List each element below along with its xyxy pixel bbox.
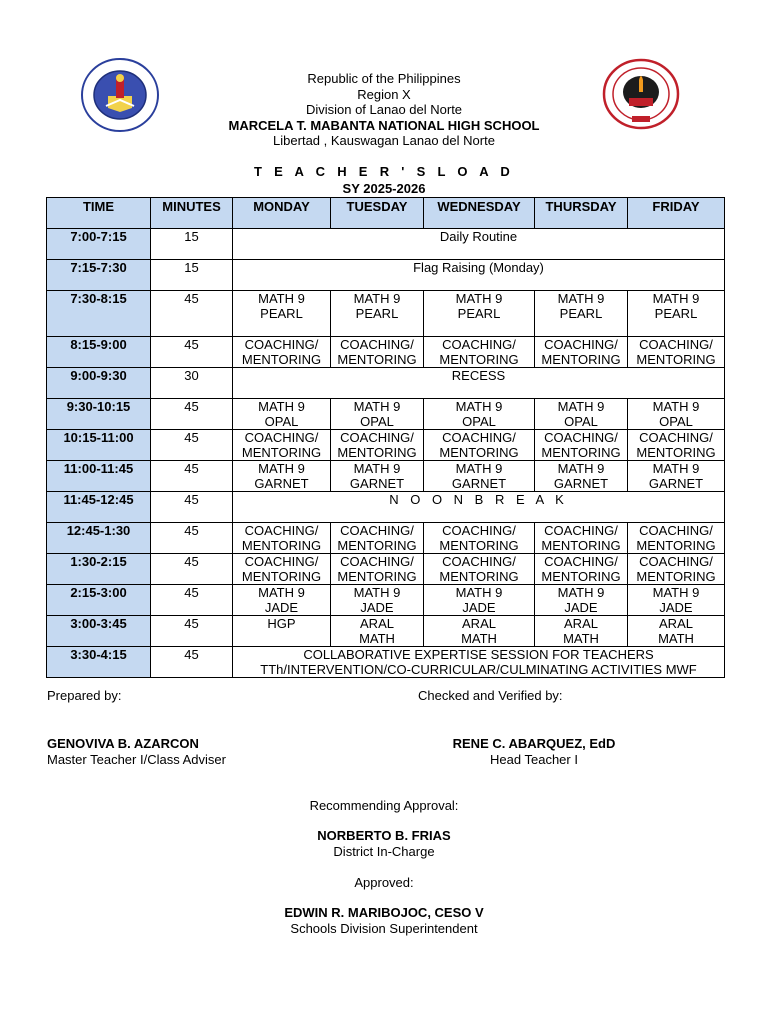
activity-line: MATH 9: [258, 585, 305, 600]
prepared-signatory: [47, 736, 226, 767]
activity-line: MATH: [461, 631, 497, 646]
table-row: [47, 523, 725, 554]
activity-cell: [233, 337, 331, 368]
activity-line: GARNET: [349, 476, 405, 491]
activity-line: JADE: [360, 600, 394, 615]
recommending-label: Recommending Approval:: [309, 798, 459, 813]
minutes-cell: 45: [151, 430, 233, 461]
school-year: SY 2025-2026: [342, 181, 426, 196]
table-row: [47, 368, 725, 399]
activity-cell: [535, 523, 628, 554]
activity-line: MENTORING: [541, 445, 621, 460]
activity-line: MENTORING: [337, 352, 417, 367]
activity-line: GARNET: [254, 476, 309, 491]
activity-line: COACHING/: [244, 337, 319, 352]
activity-line: ARAL: [564, 616, 598, 631]
activity-line: MATH 9: [353, 399, 401, 414]
activity-line: OPAL: [659, 414, 693, 429]
activity-line: OPAL: [462, 414, 496, 429]
activity-cell: [628, 337, 725, 368]
activity-cell: [628, 554, 725, 585]
table-row: [47, 616, 725, 647]
activity-line: MENTORING: [241, 352, 322, 367]
activity-line: JADE: [564, 600, 598, 615]
activity-cell: [331, 616, 424, 647]
recommending-position: District In-Charge: [333, 843, 435, 859]
activity-line: COACHING/: [442, 337, 516, 352]
activity-line: PEARL: [260, 306, 303, 321]
activity-cell: [233, 430, 331, 461]
table-header-row: [47, 198, 725, 229]
activity-cell: [628, 430, 725, 461]
activity-line: COACHING/: [340, 430, 414, 445]
activity-line: COACHING/: [244, 430, 319, 445]
time-cell: 7:00-7:15: [47, 229, 151, 260]
approved-label: Approved:: [354, 875, 414, 890]
table-row: [47, 399, 725, 430]
activity-cell: [331, 430, 424, 461]
table-row: [47, 337, 725, 368]
activity-cell: [424, 523, 535, 554]
approved-name: EDWIN R. MARIBOJOC, CESO V: [284, 905, 484, 920]
activity-line: MATH 9: [353, 461, 401, 476]
document-title: T E A C H E R ' S L O A D: [253, 164, 515, 179]
merged-activity-cell: Daily Routine: [233, 229, 725, 260]
activity-line: GARNET: [648, 476, 704, 491]
activity-line: MENTORING: [241, 569, 322, 584]
activity-line: GARNET: [553, 476, 609, 491]
activity-cell: [424, 399, 535, 430]
activity-line: OPAL: [264, 414, 299, 429]
activity-line: COACHING/: [639, 523, 713, 538]
merged-activity-cell: [233, 647, 725, 678]
minutes-cell: 45: [151, 647, 233, 678]
activity-cell: [424, 616, 535, 647]
activity-line: MENTORING: [241, 538, 322, 553]
table-row: [47, 492, 725, 523]
activity-line: COLLABORATIVE EXPERTISE SESSION FOR TEACHERS: [303, 647, 654, 662]
activity-line: MENTORING: [337, 538, 417, 553]
activity-cell: [233, 399, 331, 430]
time-cell: 7:15-7:30: [47, 260, 151, 291]
minutes-cell: 45: [151, 492, 233, 523]
activity-cell: [424, 430, 535, 461]
activity-cell: [233, 461, 331, 492]
column-header: WEDNESDAY: [424, 198, 535, 229]
minutes-cell: 30: [151, 368, 233, 399]
activity-line: MATH 9: [652, 399, 700, 414]
activity-cell: [233, 554, 331, 585]
activity-cell: [331, 461, 424, 492]
prepared-by-label: Prepared by:: [47, 688, 122, 703]
activity-line: COACHING/: [639, 554, 713, 569]
activity-line: GARNET: [451, 476, 507, 491]
activity-line: MATH 9: [652, 291, 700, 306]
table-row: [47, 585, 725, 616]
activity-cell: [331, 523, 424, 554]
minutes-cell: 45: [151, 554, 233, 585]
activity-cell: [535, 554, 628, 585]
activity-cell: [628, 616, 725, 647]
activity-cell: [424, 554, 535, 585]
merged-activity-cell: Flag Raising (Monday): [233, 260, 725, 291]
activity-line: JADE: [462, 600, 496, 615]
minutes-cell: 45: [151, 585, 233, 616]
activity-line: MATH: [359, 631, 395, 646]
column-header: MONDAY: [233, 198, 331, 229]
activity-cell: [535, 337, 628, 368]
approved-position: Schools Division Superintendent: [290, 920, 478, 936]
time-cell: 1:30-2:15: [47, 554, 151, 585]
activity-line: MATH 9: [353, 291, 401, 306]
activity-line: PEARL: [355, 306, 399, 321]
letterhead: [0, 71, 768, 149]
minutes-cell: 45: [151, 399, 233, 430]
activity-line: MATH 9: [652, 585, 700, 600]
activity-line: HGP: [267, 616, 296, 631]
activity-cell: [331, 399, 424, 430]
activity-line: MENTORING: [439, 538, 519, 553]
table-row: [47, 260, 725, 291]
activity-cell: [535, 399, 628, 430]
activity-line: MATH 9: [353, 585, 401, 600]
activity-line: MATH: [563, 631, 599, 646]
minutes-cell: 45: [151, 523, 233, 554]
activity-cell: [628, 585, 725, 616]
activity-line: COACHING/: [442, 523, 516, 538]
checked-signatory: [400, 736, 668, 767]
school-name: MARCELA T. MABANTA NATIONAL HIGH SCHOOL: [228, 117, 540, 133]
activity-line: MATH 9: [455, 461, 503, 476]
approved-signatory: [0, 905, 768, 936]
activity-line: COACHING/: [544, 337, 618, 352]
activity-line: COACHING/: [442, 430, 516, 445]
activity-line: MATH: [658, 631, 694, 646]
time-cell: 9:30-10:15: [47, 399, 151, 430]
activity-cell: [628, 291, 725, 337]
activity-line: JADE: [659, 600, 693, 615]
activity-cell: [535, 430, 628, 461]
activity-cell: [424, 461, 535, 492]
activity-line: TTh/INTERVENTION/CO-CURRICULAR/CULMINATING ACTIVITIES MWF: [260, 662, 697, 677]
table-row: [47, 461, 725, 492]
activity-cell: [331, 585, 424, 616]
merged-activity-cell: RECESS: [233, 368, 725, 399]
activity-line: COACHING/: [244, 554, 319, 569]
activity-cell: [233, 523, 331, 554]
activity-line: MATH 9: [557, 585, 605, 600]
prepared-position: Master Teacher I/Class Adviser: [47, 751, 226, 767]
minutes-cell: 45: [151, 291, 233, 337]
activity-line: MENTORING: [636, 352, 716, 367]
activity-line: MATH 9: [258, 461, 305, 476]
time-cell: 2:15-3:00: [47, 585, 151, 616]
activity-line: PEARL: [559, 306, 603, 321]
activity-line: COACHING/: [244, 523, 319, 538]
school-address: Libertad , Kauswagan Lanao del Norte: [273, 133, 495, 148]
activity-line: MENTORING: [439, 352, 519, 367]
activity-cell: [535, 585, 628, 616]
activity-line: MATH 9: [455, 291, 503, 306]
activity-line: MENTORING: [636, 445, 716, 460]
activity-line: MATH 9: [455, 585, 503, 600]
table-row: [47, 291, 725, 337]
region-line: Region X: [357, 86, 411, 102]
activity-cell: [628, 461, 725, 492]
activity-line: MATH 9: [557, 461, 605, 476]
activity-cell: [233, 585, 331, 616]
minutes-cell: 45: [151, 616, 233, 647]
activity-line: MENTORING: [541, 538, 621, 553]
activity-line: MENTORING: [541, 569, 621, 584]
prepared-name: GENOVIVA B. AZARCON: [47, 736, 199, 751]
activity-line: OPAL: [564, 414, 598, 429]
checked-name: RENE C. ABARQUEZ, EdD: [452, 736, 616, 751]
activity-line: OPAL: [360, 414, 394, 429]
activity-cell: [535, 616, 628, 647]
table-row: [47, 430, 725, 461]
activity-cell: [628, 399, 725, 430]
checked-by-label: Checked and Verified by:: [418, 688, 563, 703]
activity-line: MATH 9: [557, 291, 605, 306]
activity-line: COACHING/: [442, 554, 516, 569]
time-cell: 10:15-11:00: [47, 430, 151, 461]
activity-line: ARAL: [659, 616, 693, 631]
activity-line: MENTORING: [337, 569, 417, 584]
activity-line: MATH 9: [455, 399, 503, 414]
activity-cell: [424, 291, 535, 337]
column-header: TIME: [47, 198, 151, 229]
activity-line: PEARL: [457, 306, 501, 321]
activity-line: COACHING/: [639, 430, 713, 445]
column-header: MINUTES: [151, 198, 233, 229]
activity-line: JADE: [264, 600, 299, 615]
activity-line: MATH 9: [557, 399, 605, 414]
activity-line: ARAL: [360, 616, 394, 631]
activity-line: PEARL: [654, 306, 698, 321]
activity-cell: [331, 337, 424, 368]
activity-line: COACHING/: [639, 337, 713, 352]
activity-cell: [628, 523, 725, 554]
activity-line: COACHING/: [340, 337, 414, 352]
merged-activity-cell: N O O N B R E A K: [233, 492, 725, 523]
time-cell: 12:45-1:30: [47, 523, 151, 554]
activity-cell: [535, 291, 628, 337]
time-cell: 3:30-4:15: [47, 647, 151, 678]
activity-line: MENTORING: [636, 569, 716, 584]
table-row: [47, 554, 725, 585]
activity-line: COACHING/: [340, 554, 414, 569]
time-cell: 11:45-12:45: [47, 492, 151, 523]
activity-line: MATH 9: [258, 399, 305, 414]
activity-cell: [331, 554, 424, 585]
activity-cell: [331, 291, 424, 337]
activity-cell: [233, 291, 331, 337]
activity-line: MATH 9: [258, 291, 305, 306]
activity-line: MENTORING: [241, 445, 322, 460]
minutes-cell: 45: [151, 461, 233, 492]
column-header: THURSDAY: [535, 198, 628, 229]
activity-line: COACHING/: [544, 554, 618, 569]
activity-line: MATH 9: [652, 461, 700, 476]
minutes-cell: 15: [151, 260, 233, 291]
activity-cell: [535, 461, 628, 492]
activity-cell: [424, 337, 535, 368]
teachers-load-table: [46, 197, 725, 678]
activity-cell: [233, 616, 331, 647]
minutes-cell: 15: [151, 229, 233, 260]
time-cell: 3:00-3:45: [47, 616, 151, 647]
activity-line: COACHING/: [340, 523, 414, 538]
recommending-name: NORBERTO B. FRIAS: [317, 828, 451, 843]
activity-line: MENTORING: [439, 445, 519, 460]
time-cell: 9:00-9:30: [47, 368, 151, 399]
activity-line: MENTORING: [337, 445, 417, 460]
time-cell: 8:15-9:00: [47, 337, 151, 368]
division-line: Division of Lanao del Norte: [305, 102, 463, 117]
minutes-cell: 45: [151, 337, 233, 368]
activity-line: ARAL: [462, 616, 496, 631]
activity-line: MENTORING: [541, 352, 621, 367]
column-header: FRIDAY: [628, 198, 725, 229]
country-line: Republic of the Philippines: [307, 71, 461, 86]
time-cell: 7:30-8:15: [47, 291, 151, 337]
activity-line: COACHING/: [544, 430, 618, 445]
activity-cell: [424, 585, 535, 616]
table-row: [47, 229, 725, 260]
activity-line: MENTORING: [636, 538, 716, 553]
column-header: TUESDAY: [331, 198, 424, 229]
table-row: [47, 647, 725, 678]
activity-line: MENTORING: [439, 569, 519, 584]
time-cell: 11:00-11:45: [47, 461, 151, 492]
checked-position: Head Teacher I: [490, 751, 578, 767]
recommending-signatory: [0, 828, 768, 859]
activity-line: COACHING/: [544, 523, 618, 538]
